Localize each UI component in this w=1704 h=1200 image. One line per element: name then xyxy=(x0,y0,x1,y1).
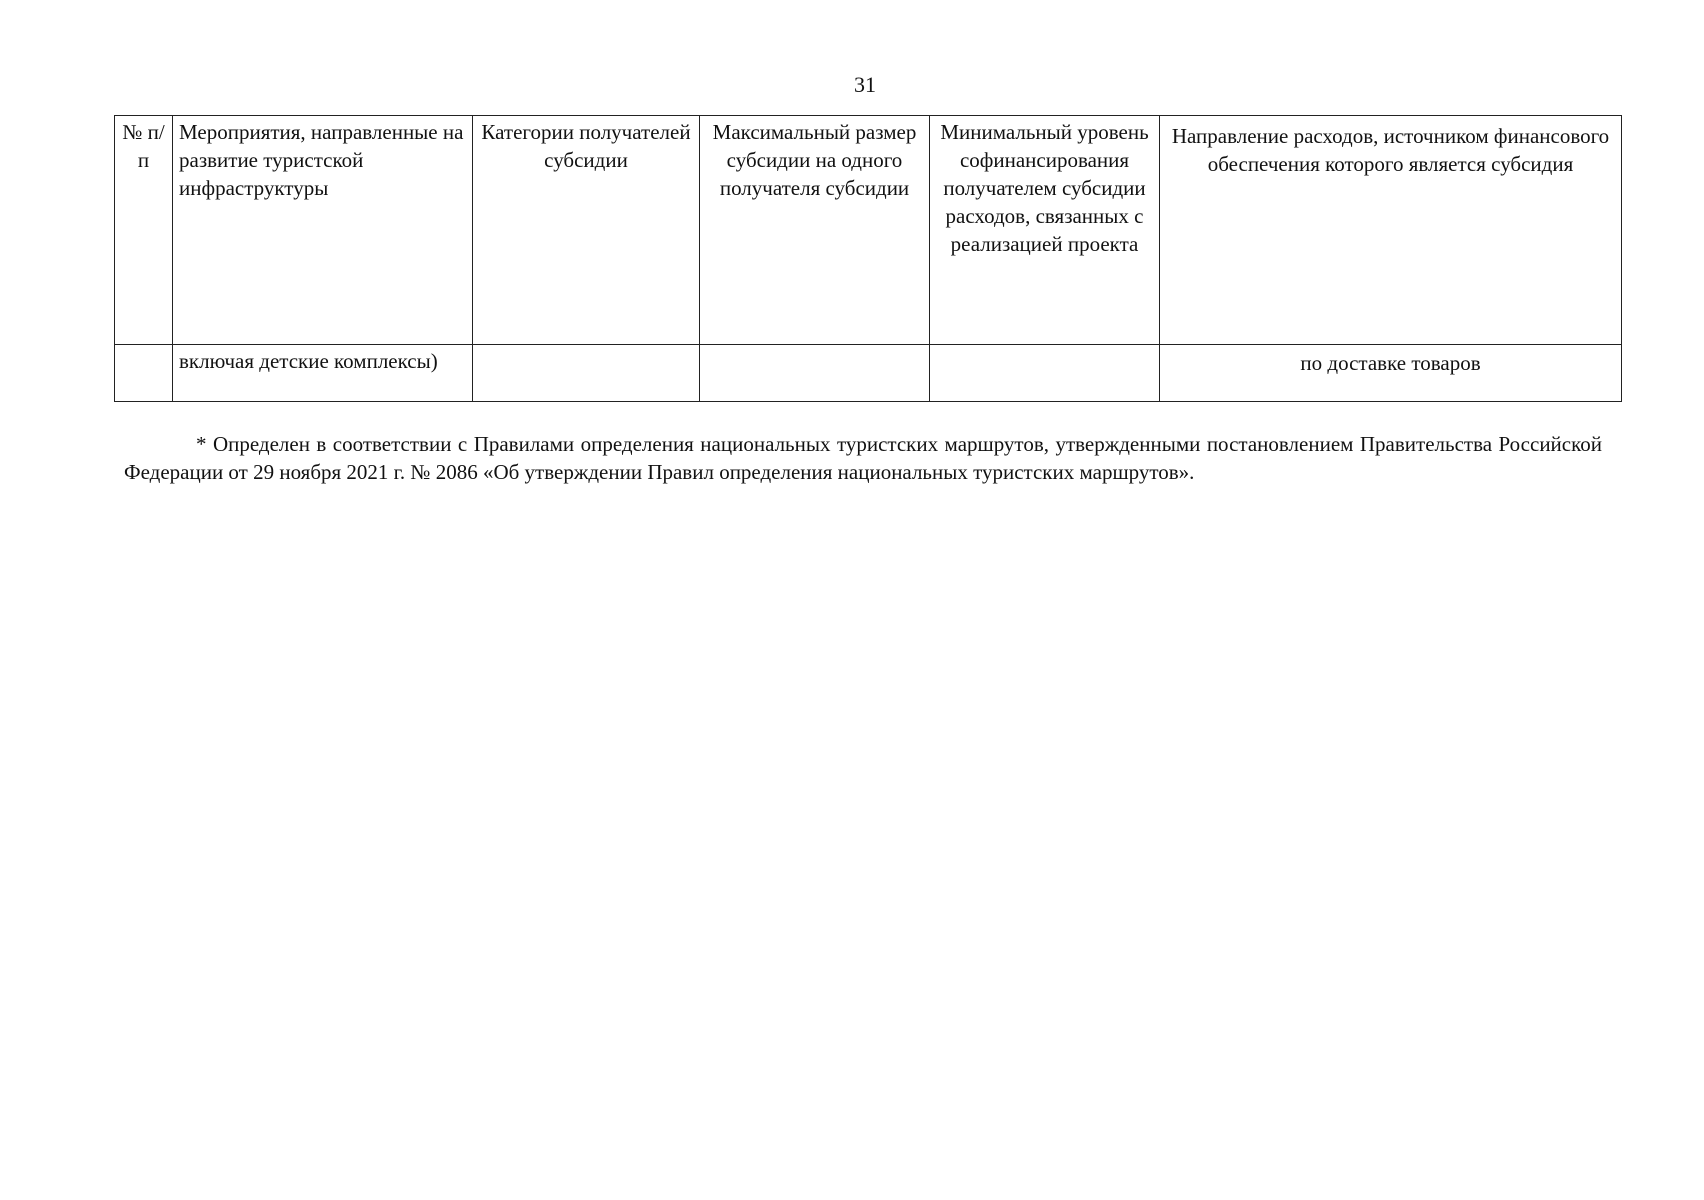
header-expense-direction: Направление расходов, источником финансового обеспечения которого является субсидия xyxy=(1160,116,1622,345)
table-header-row xyxy=(115,116,1622,345)
cell-activities: включая детские комплексы) xyxy=(173,345,473,402)
header-max-subsidy: Максимальный размер субсидии на одного получателя субсидии xyxy=(700,116,930,345)
footnote: * Определен в соответствии с Правилами определения национальных туристских маршрутов, утвержденными постановлением Правительства Российской Федерации от 29 ноября 2021 г. № 2086 «Об утверждении Правил определения национальных туристских маршрутов». xyxy=(124,432,1602,484)
page-number: 31 xyxy=(854,72,876,97)
header-recipient-categories: Категории получателей субсидии xyxy=(473,116,700,345)
header-min-cofinancing: Минимальный уровень софинансирования получателем субсидии расходов, связанных с реализацией проекта xyxy=(930,116,1160,345)
header-number: № п/п xyxy=(115,116,173,345)
subsidy-table xyxy=(114,115,1622,402)
cell-expense-direction: по доставке товаров xyxy=(1160,345,1622,402)
header-activities: Мероприятия, направленные на развитие туристской инфраструктуры xyxy=(173,116,473,345)
cell-max-subsidy xyxy=(700,345,930,402)
cell-recipient-categories xyxy=(473,345,700,402)
cell-number xyxy=(115,345,173,402)
table-row xyxy=(115,345,1622,402)
cell-min-cofinancing xyxy=(930,345,1160,402)
